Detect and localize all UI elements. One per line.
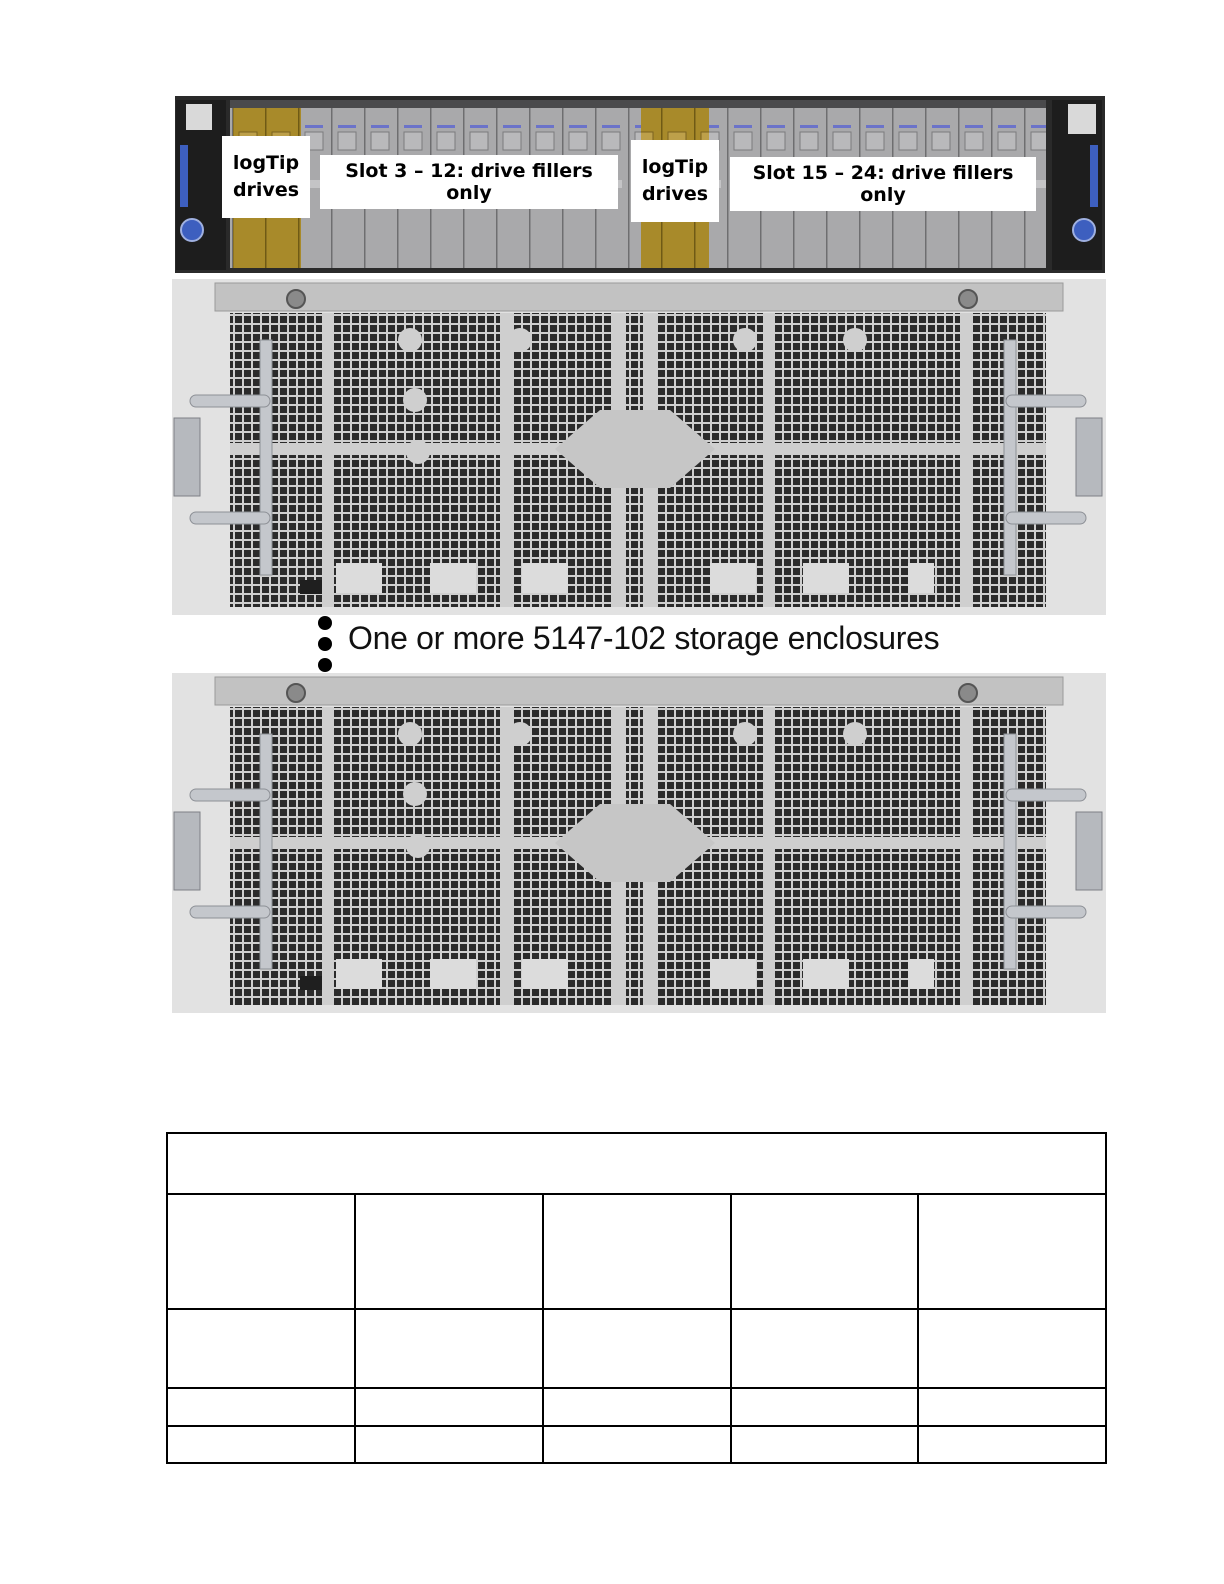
storage-enclosure-1: [172, 279, 1106, 615]
right-handle-grip[interactable]: [1006, 512, 1086, 524]
vertical-ellipsis-icon: [318, 616, 332, 672]
table-cell: [543, 1309, 731, 1388]
left-handle-bar[interactable]: [260, 340, 272, 575]
left-blue-strip: [180, 145, 188, 207]
table-row: [167, 1194, 1106, 1309]
table-cell: [731, 1388, 918, 1426]
status-led-plate: [522, 959, 568, 989]
left-handle-grip[interactable]: [190, 512, 270, 524]
mounting-boss: [508, 328, 532, 352]
status-led-plate: [908, 959, 934, 989]
table-cell: [355, 1426, 543, 1463]
left-handle-grip[interactable]: [190, 395, 270, 407]
left-ear-label: [186, 104, 212, 130]
status-led-plate: [430, 959, 476, 989]
grille-bar: [322, 313, 334, 607]
right-handle-grip[interactable]: [1006, 789, 1086, 801]
mounting-boss: [843, 722, 867, 746]
status-led-plate: [336, 563, 382, 593]
left-handle-bar[interactable]: [260, 734, 272, 969]
table-cell: [543, 1388, 731, 1426]
grille-bar: [960, 313, 972, 607]
grille-bar: [500, 313, 512, 607]
right-handle-bar[interactable]: [1004, 734, 1016, 969]
right-ear-label: [1068, 104, 1096, 134]
grille-bar: [500, 707, 512, 1005]
service-port: [300, 976, 322, 990]
status-led-plate: [336, 959, 382, 989]
enclosure-caption: One or more 5147-102 storage enclosures: [348, 620, 940, 656]
drive-fillers-label-left: Slot 3 – 12: drive fillers only: [320, 155, 618, 209]
status-led-plate: [522, 563, 568, 593]
left-handle-grip[interactable]: [190, 789, 270, 801]
status-led-plate: [803, 959, 849, 989]
table-cell: [731, 1194, 918, 1309]
mounting-boss: [733, 328, 757, 352]
drive-fillers-label-right: Slot 15 – 24: drive fillers only: [730, 157, 1036, 211]
table-cell: [918, 1388, 1106, 1426]
grille-bar: [763, 313, 775, 607]
empty-table: [166, 1132, 1107, 1464]
mounting-boss: [398, 328, 422, 352]
status-led-plate: [803, 563, 849, 593]
table-cell: [167, 1388, 355, 1426]
logtip-drives-label-right: [631, 140, 719, 222]
table-cell: [167, 1194, 355, 1309]
logtip-label-line: drives: [641, 183, 709, 205]
table-cell: [918, 1426, 1106, 1463]
table-cell: [355, 1388, 543, 1426]
mounting-boss: [403, 388, 427, 412]
table-cell: [167, 1309, 355, 1388]
grille-bar: [763, 707, 775, 1005]
mounting-boss: [403, 782, 427, 806]
table-cell: [731, 1426, 918, 1463]
mounting-boss: [733, 722, 757, 746]
table-cell: [167, 1426, 355, 1463]
table-cell: [167, 1133, 1106, 1194]
table-cell: [355, 1309, 543, 1388]
mounting-boss: [843, 328, 867, 352]
mounting-boss: [398, 722, 422, 746]
table-cell: [355, 1194, 543, 1309]
left-handle-grip[interactable]: [190, 906, 270, 918]
storage-enclosure-2: [172, 673, 1106, 1013]
thumbscrew-left-icon: [287, 290, 305, 308]
table-cell: [543, 1194, 731, 1309]
right-latch[interactable]: [1076, 812, 1102, 890]
grille-bar: [322, 707, 334, 1005]
right-blue-strip: [1090, 145, 1098, 207]
table-row: [167, 1309, 1106, 1388]
table-cell: [543, 1426, 731, 1463]
status-led-plate: [908, 563, 934, 593]
right-latch[interactable]: [1076, 418, 1102, 496]
table-cell: [731, 1309, 918, 1388]
logtip-drives-label-left: [222, 136, 310, 218]
mounting-boss: [508, 722, 532, 746]
table-row: [167, 1426, 1106, 1463]
status-led-plate: [710, 563, 756, 593]
table-cell: [918, 1194, 1106, 1309]
status-led-plate: [430, 563, 476, 593]
left-latch[interactable]: [174, 418, 200, 496]
table-row: [167, 1388, 1106, 1426]
mounting-boss: [406, 834, 430, 858]
table-cell: [918, 1309, 1106, 1388]
right-power-button-icon: [1073, 219, 1095, 241]
thumbscrew-left-icon: [287, 684, 305, 702]
thumbscrew-right-icon: [959, 290, 977, 308]
slot-number-strip: [230, 100, 1046, 108]
right-handle-bar[interactable]: [1004, 340, 1016, 575]
thumbscrew-right-icon: [959, 684, 977, 702]
logtip-label-line: logTip: [641, 156, 709, 178]
enclosure-top-rail: [215, 677, 1063, 705]
left-latch[interactable]: [174, 812, 200, 890]
logtip-label-line: logTip: [232, 152, 300, 174]
table-header-row: [167, 1133, 1106, 1194]
right-handle-grip[interactable]: [1006, 395, 1086, 407]
service-port: [300, 580, 322, 594]
left-power-button-icon: [181, 219, 203, 241]
enclosure-top-rail: [215, 283, 1063, 311]
status-led-plate: [710, 959, 756, 989]
logtip-label-line: drives: [232, 179, 300, 201]
right-handle-grip[interactable]: [1006, 906, 1086, 918]
grille-bar: [960, 707, 972, 1005]
mounting-boss: [406, 440, 430, 464]
